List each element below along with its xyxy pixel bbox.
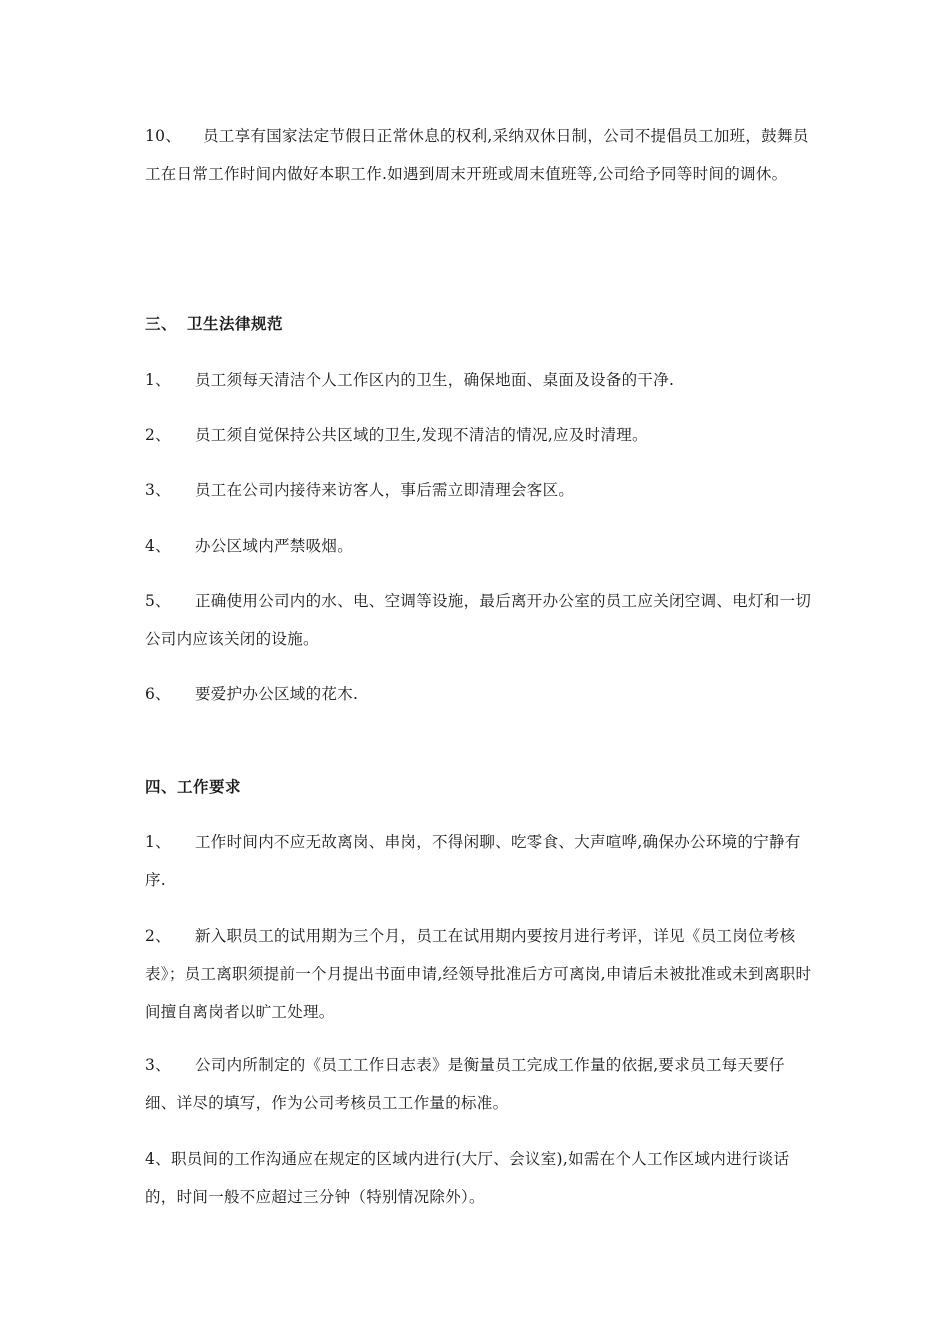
item-number: 2、 xyxy=(145,927,171,945)
item-number: 3、 xyxy=(145,481,171,499)
item-number: 2、 xyxy=(145,426,171,444)
section-number: 三、 xyxy=(145,314,178,333)
item-text: 4、职员间的工作沟通应在规定的区域内进行(大厅、会议室),如需在个人工作区域内进行谈话的，时间一般不应超过三分钟（特别情况除外）。 xyxy=(145,1150,790,1206)
hygiene-item-2 xyxy=(145,416,815,454)
paragraph-item-10 xyxy=(145,117,815,193)
item-number: 6、 xyxy=(145,685,171,703)
item-number: 10、 xyxy=(145,127,182,145)
item-text: 新入职员工的试用期为三个月，员工在试用期内要按月进行考评，详见《员工岗位考核表》；员工离职须提前一个月提出书面申请,经领导批准后方可离岗,申请后未被批准或未到离职时间擅自离岗者以旷工处理。 xyxy=(145,927,812,1021)
item-text: 工作时间内不应无故离岗、串岗，不得闲聊、吃零食、大声喧哗,确保办公环境的宁静有序. xyxy=(145,833,801,889)
item-text: 员工须每天清洁个人工作区内的卫生，确保地面、桌面及设备的干净. xyxy=(195,371,675,389)
work-item-3 xyxy=(145,1046,815,1122)
hygiene-item-5 xyxy=(145,582,815,658)
item-text: 员工须自觉保持公共区域的卫生,发现不清洁的情况,应及时清理。 xyxy=(195,426,648,444)
item-text: 办公区域内严禁吸烟。 xyxy=(195,537,354,555)
item-text: 要爱护办公区域的花木. xyxy=(195,685,359,703)
section-title: 四、工作要求 xyxy=(145,777,242,796)
item-number: 3、 xyxy=(145,1056,171,1074)
item-number: 4、 xyxy=(145,537,171,555)
work-item-2 xyxy=(145,917,815,1031)
item-text: 公司内所制定的《员工工作日志表》是衡量员工完成工作量的依据,要求员工每天要仔细、详尽的填写，作为公司考核员工工作量的标准。 xyxy=(145,1056,785,1112)
section-title: 卫生法律规范 xyxy=(187,314,284,333)
section-heading-4 xyxy=(145,768,241,806)
work-item-1 xyxy=(145,823,815,899)
item-number: 1、 xyxy=(145,371,171,389)
hygiene-item-1 xyxy=(145,361,815,399)
item-number: 1、 xyxy=(145,833,171,851)
item-text: 员工享有国家法定节假日正常休息的权利,采纳双休日制，公司不提倡员工加班，鼓舞员工在日常工作时间内做好本职工作.如遇到周末开班或周末值班等,公司给予同等时间的调休。 xyxy=(145,127,809,183)
item-number: 5、 xyxy=(145,592,171,610)
hygiene-item-3 xyxy=(145,471,815,509)
item-text: 员工在公司内接待来访客人，事后需立即清理会客区。 xyxy=(195,481,575,499)
hygiene-item-6 xyxy=(145,675,815,713)
item-text: 正确使用公司内的水、电、空调等设施，最后离开办公室的员工应关闭空调、电灯和一切公司内应该关闭的设施。 xyxy=(145,592,812,648)
section-heading-3 xyxy=(145,305,283,343)
work-item-4 xyxy=(145,1140,815,1216)
hygiene-item-4 xyxy=(145,527,815,565)
